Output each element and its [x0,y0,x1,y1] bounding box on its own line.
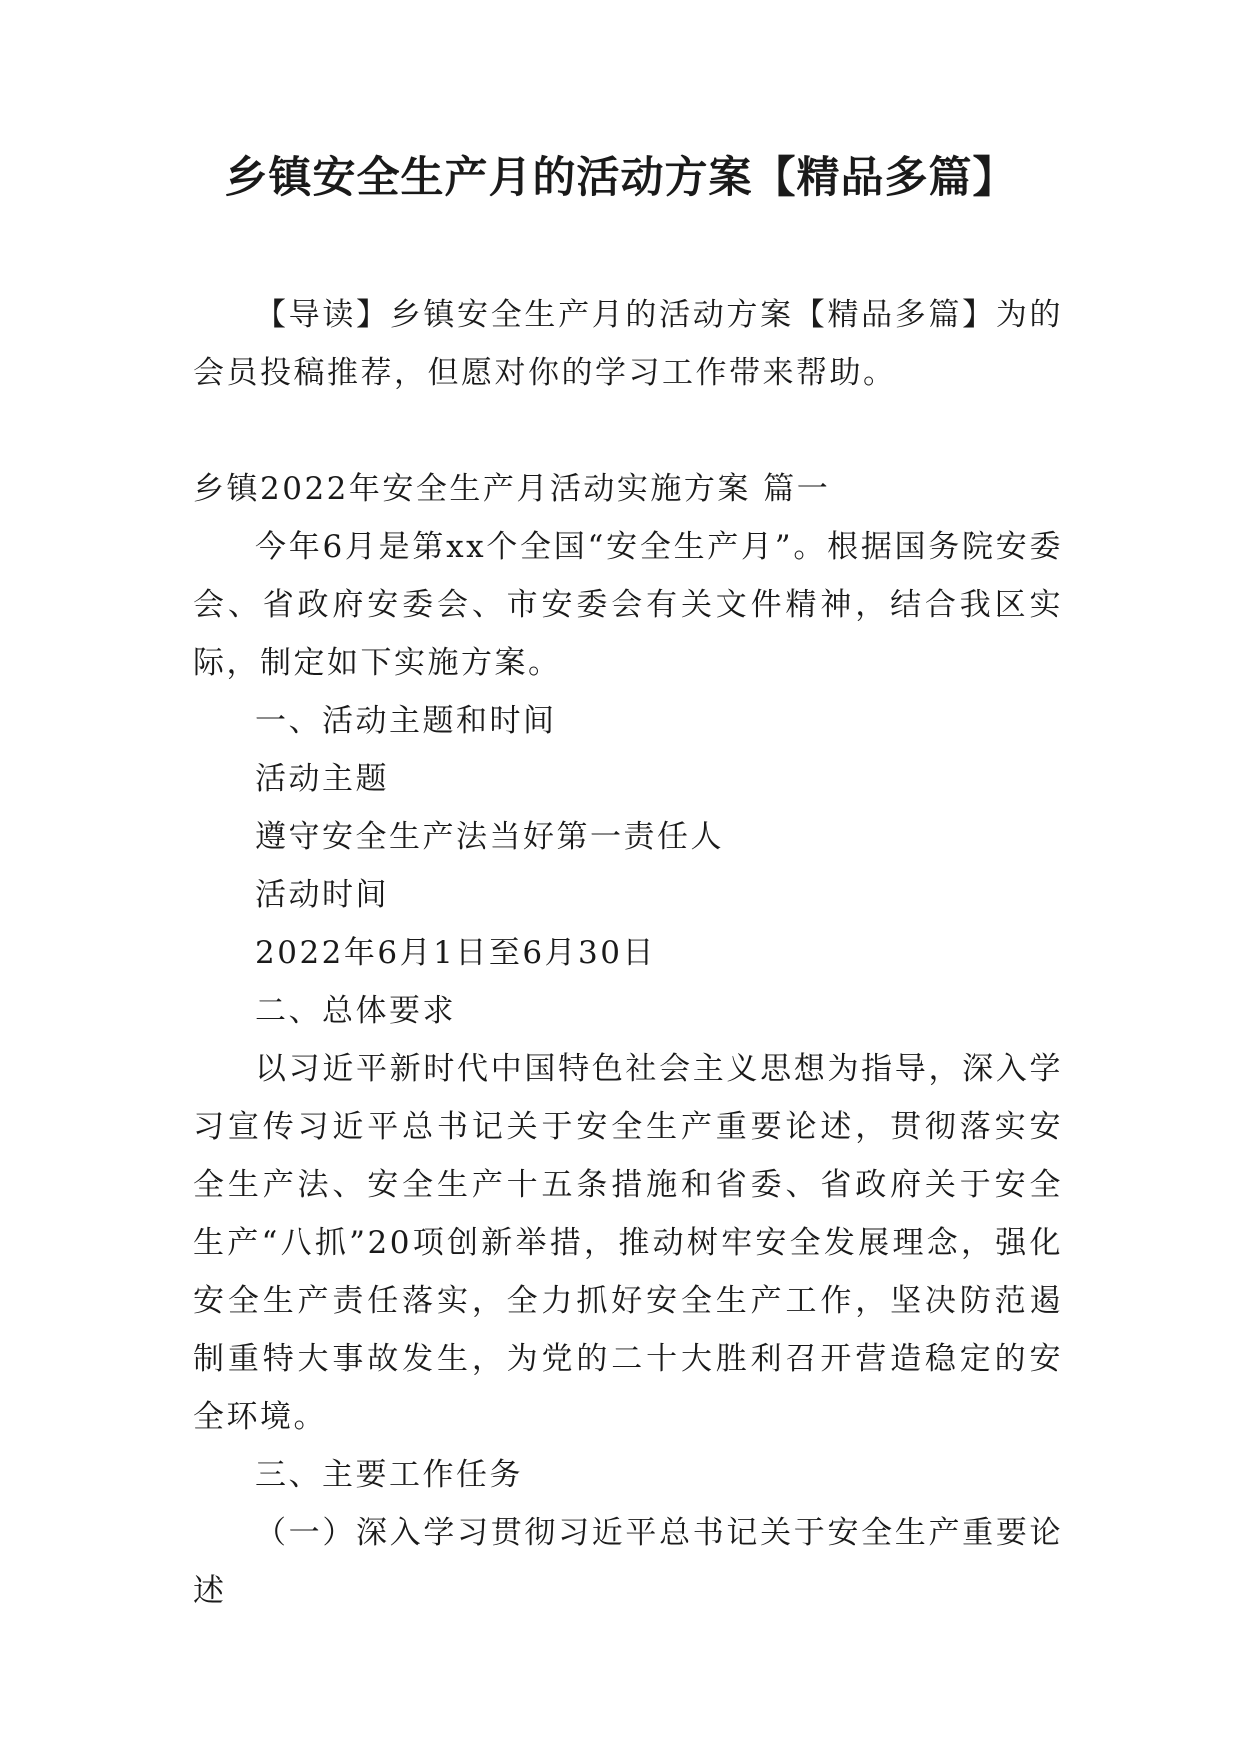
paragraph-general-requirements: 以习近平新时代中国特色社会主义思想为指导，深入学习宣传习近平总书记关于安全生产重要论述，贯彻落实安全生产法、安全生产十五条措施和省委、省政府关于安全生产“八抓”20项创新举措，推动树牢安全发展理念，强化安全生产责任落实，全力抓好安全生产工作，坚决防范遏制重特大事故发生，为党的二十大胜利召开营造稳定的安全环境。 [193,1051,1063,1435]
document-title: 乡镇安全生产月的活动方案【精品多篇】 [224,153,1017,203]
document-body [193,286,1063,1620]
heading-general-requirements: 二、总体要求 [255,993,456,1029]
intro-paragraph: 【导读】乡镇安全生产月的活动方案【精品多篇】为的会员投稿推荐，但愿对你的学习工作带来帮助。 [193,297,1063,391]
label-activity-theme: 活动主题 [255,761,389,797]
paragraph-background: 今年6月是第xx个全国“安全生产月”。根据国务院安委会、省政府安委会、市安委会有关文件精神，结合我区实际，制定如下实施方案。 [193,529,1063,681]
label-activity-time: 活动时间 [255,877,389,913]
heading-main-tasks: 三、主要工作任务 [255,1457,523,1493]
paragraph-gap [193,402,1063,460]
activity-theme-value: 遵守安全生产法当好第一责任人 [255,819,724,855]
activity-time-value: 2022年6月1日至6月30日 [255,935,657,971]
task-item-1: （一）深入学习贯彻习近平总书记关于安全生产重要论述 [193,1515,1063,1609]
heading-theme-and-time: 一、活动主题和时间 [255,703,557,739]
section-heading: 乡镇2022年安全生产月活动实施方案 篇一 [193,471,831,507]
